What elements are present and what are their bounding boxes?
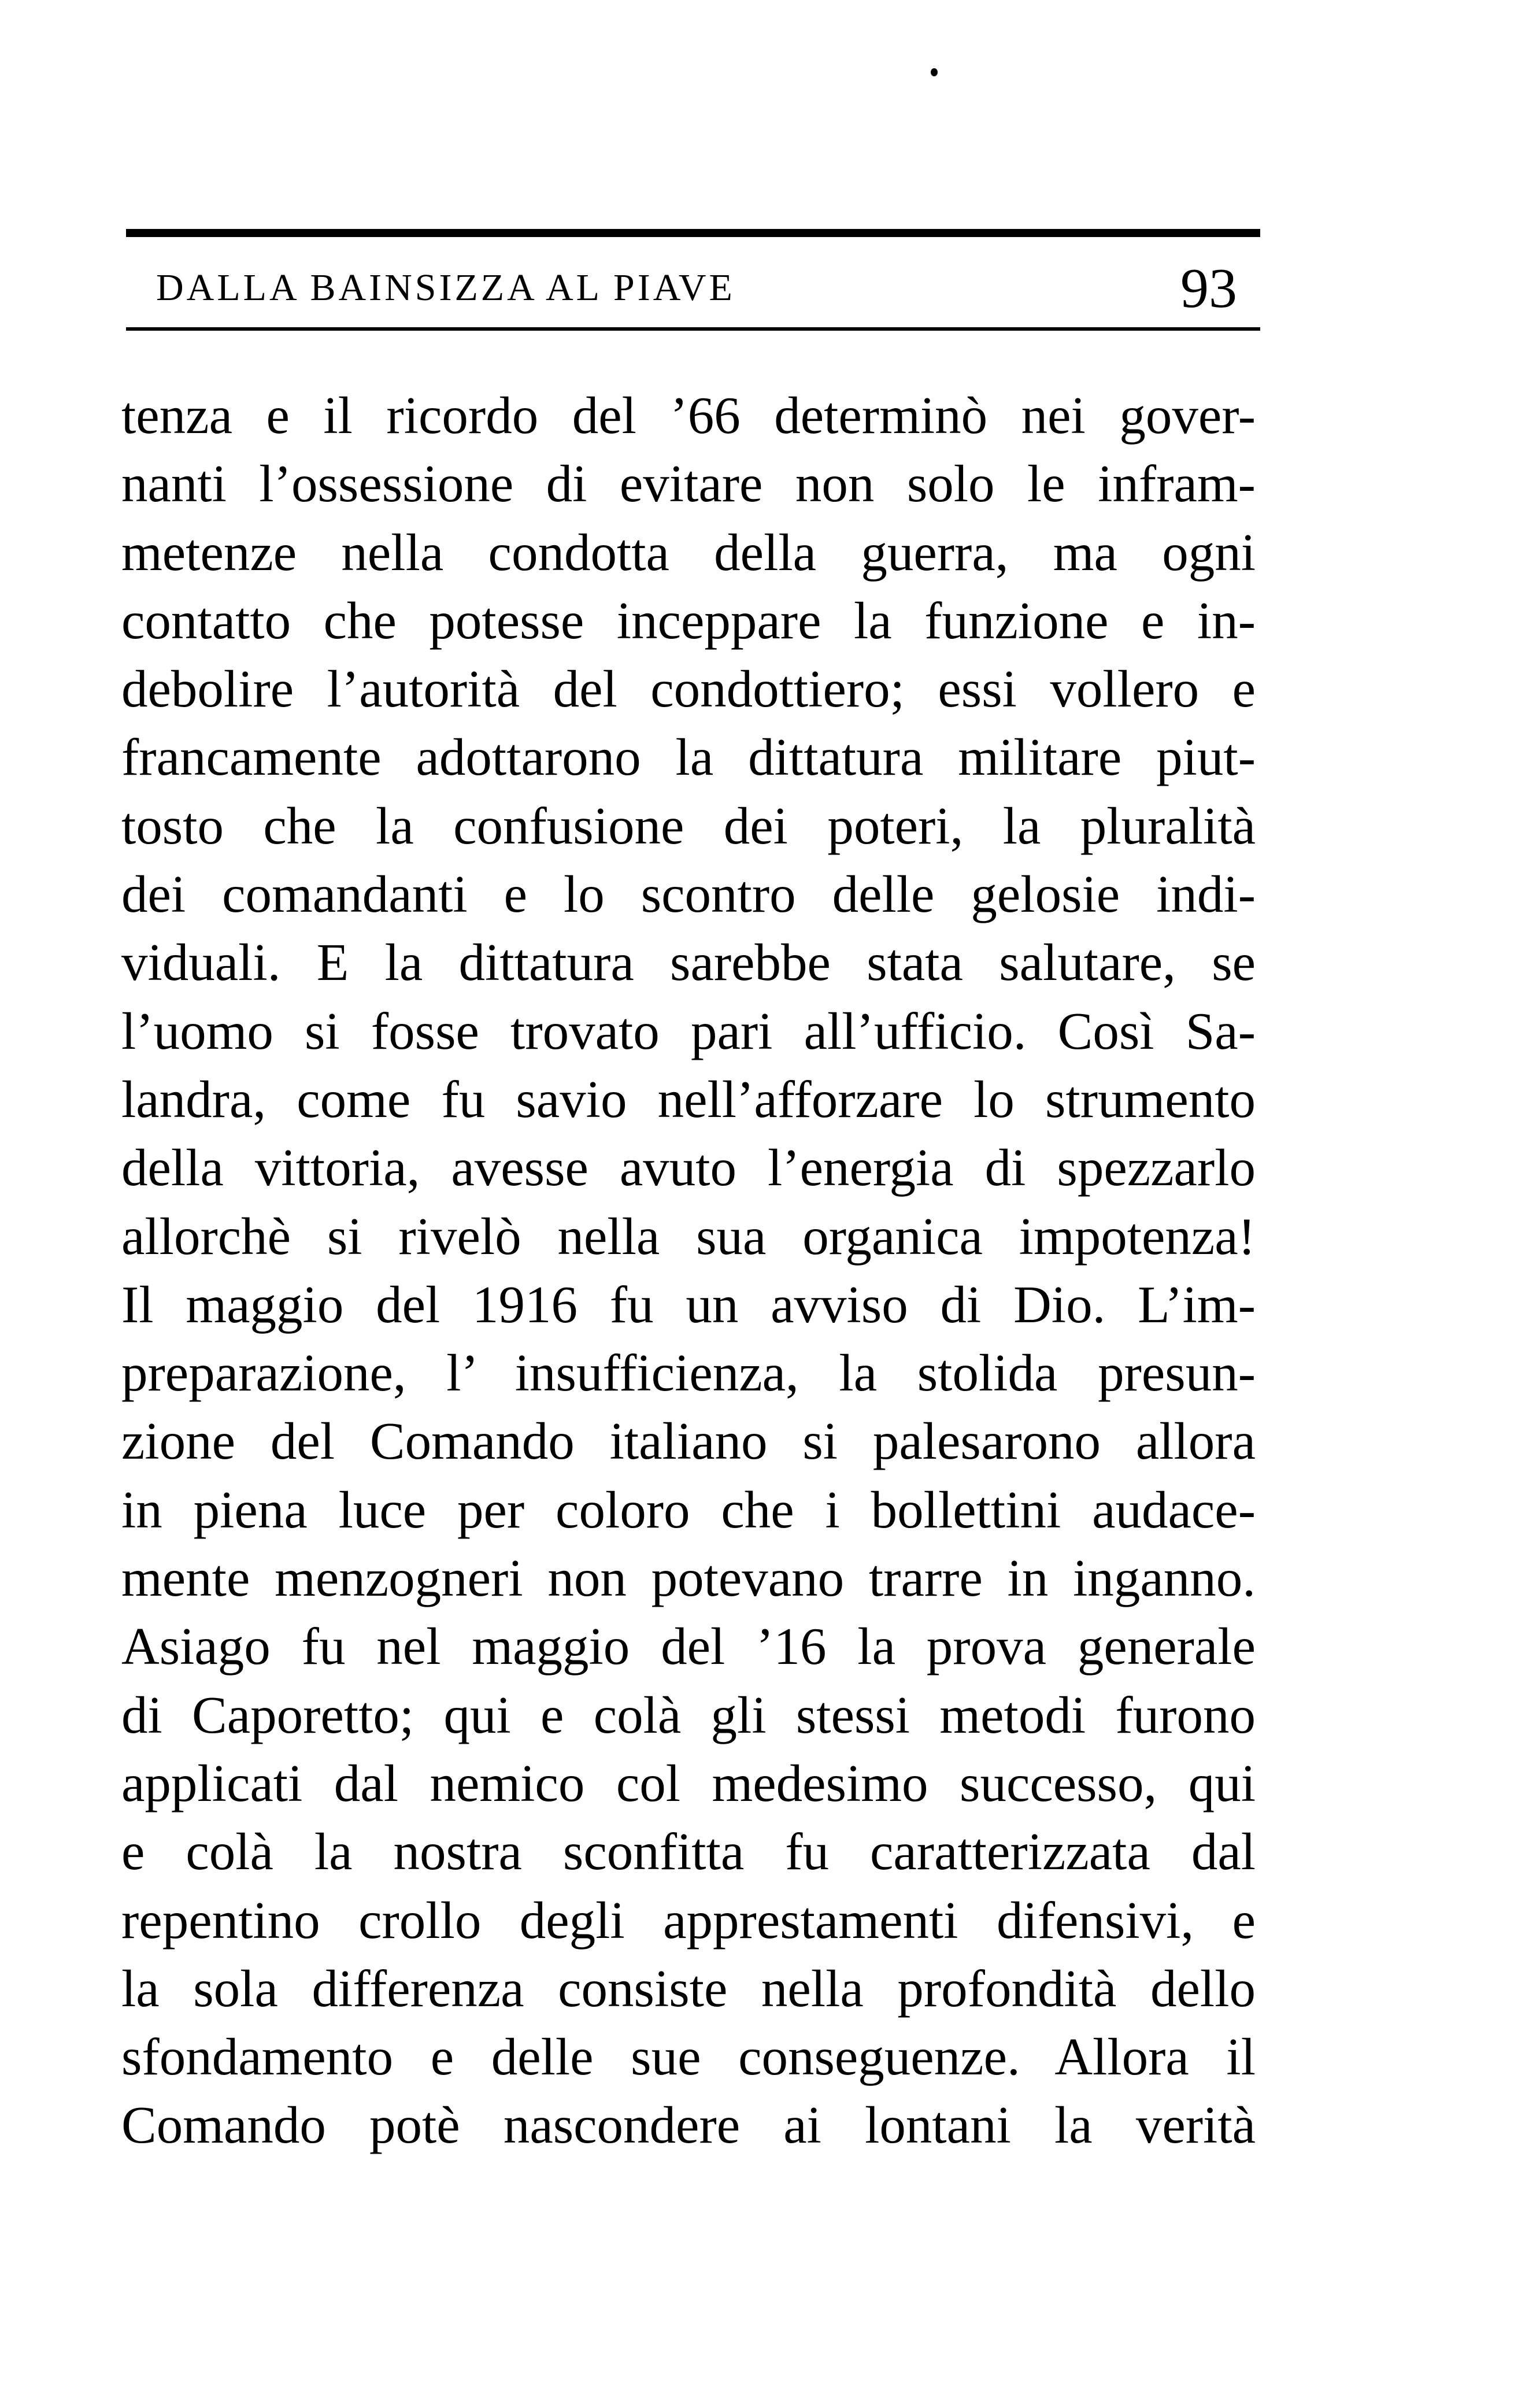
text-line: sfondamento e delle sue conseguenze. Allora il xyxy=(121,2028,1256,2087)
page-header xyxy=(126,253,1260,323)
text-line: la sola differenza consiste nella profondità dello xyxy=(121,1959,1256,2018)
text-line: Il maggio del 1916 fu un avviso di Dio. L’im- xyxy=(121,1275,1256,1334)
text-line: dei comandanti e lo scontro delle gelosie indi- xyxy=(121,865,1256,924)
header-top-rule xyxy=(126,229,1260,237)
text-line: francamente adottarono la dittatura militare piut- xyxy=(121,728,1256,787)
text-line: tosto che la confusione dei poteri, la pluralità xyxy=(121,796,1256,855)
text-line: della vittoria, avesse avuto l’energia di spezzarlo xyxy=(121,1138,1256,1197)
text-line: applicati dal nemico col medesimo successo, qui xyxy=(121,1754,1256,1812)
text-line: viduali. E la dittatura sarebbe stata salutare, se xyxy=(121,933,1256,992)
text-line: landra, come fu savio nell’afforzare lo strumento xyxy=(121,1070,1256,1129)
text-line: Comando potè nascondere ai lontani la verità xyxy=(121,2096,1256,2155)
text-line: repentino crollo degli apprestamenti difensivi, e xyxy=(121,1891,1256,1950)
text-line: nanti l’ossessione di evitare non solo le infram- xyxy=(121,454,1256,513)
text-line: Asiago fu nel maggio del ’16 la prova generale xyxy=(121,1617,1256,1676)
page-number: 93 xyxy=(1180,257,1237,320)
running-head: DALLA BAINSIZZA AL PIAVE xyxy=(156,267,735,309)
text-line: contatto che potesse inceppare la funzione e in- xyxy=(121,591,1256,650)
body-text xyxy=(121,382,1256,2160)
header-bottom-rule xyxy=(126,327,1260,331)
text-line: l’uomo si fosse trovato pari all’ufficio. Così Sa- xyxy=(121,1001,1256,1060)
text-line: zione del Comando italiano si palesarono allora xyxy=(121,1412,1256,1471)
text-line: debolire l’autorità del condottiero; essi vollero e xyxy=(121,660,1256,719)
text-line: allorchè si rivelò nella sua organica impotenza! xyxy=(121,1207,1256,1266)
text-line: mente menzogneri non potevano trarre in inganno. xyxy=(121,1549,1256,1608)
text-line: e colà la nostra sconfitta fu caratterizzata dal xyxy=(121,1822,1256,1881)
text-line: preparazione, l’ insufficienza, la stolida presun- xyxy=(121,1344,1256,1403)
text-line: tenza e il ricordo del ’66 determinò nei gover- xyxy=(121,386,1256,445)
text-line: in piena luce per coloro che i bollettini audace- xyxy=(121,1480,1256,1539)
printing-speck xyxy=(931,68,938,76)
text-line: di Caporetto; qui e colà gli stessi metodi furono xyxy=(121,1685,1256,1744)
text-line: metenze nella condotta della guerra, ma ogni xyxy=(121,523,1256,582)
